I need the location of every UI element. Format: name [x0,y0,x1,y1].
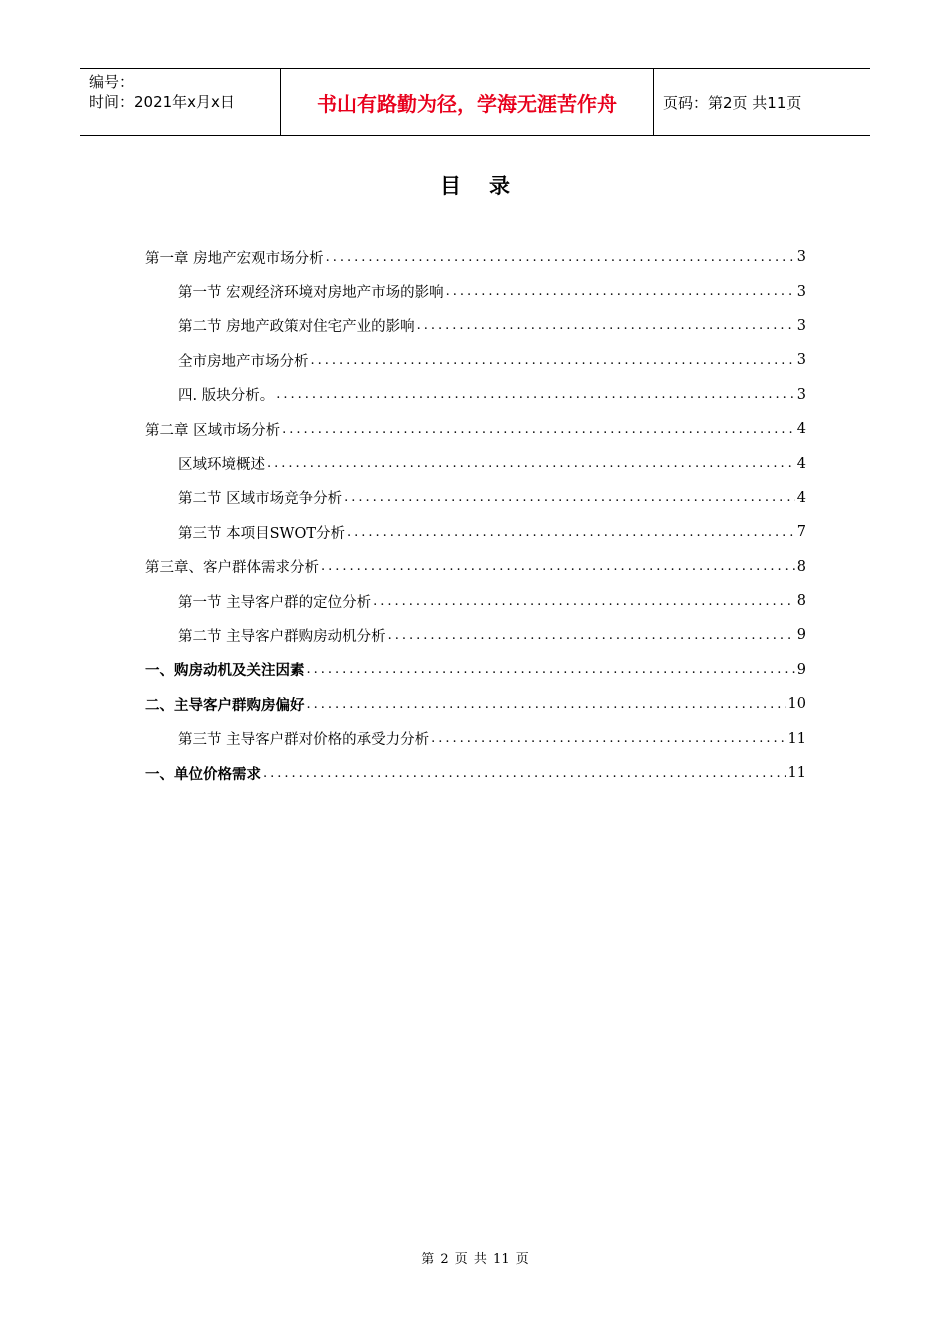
toc-entry-text: 第二节 主导客户群购房动机分析 [178,628,386,645]
toc-entry-page: 3 [796,386,806,403]
toc-entry-page: 4 [796,421,806,438]
toc-entry-text: 四. 版块分析。 [178,388,275,405]
toc-entry-page: 3 [796,352,806,369]
toc-leader-dots [326,251,795,264]
toc-entry-page: 11 [787,765,806,782]
toc-entry-text: 第三章、客户群体需求分析 [145,560,319,577]
page-footer: 第 2 页 共 11 页 [421,1252,529,1267]
toc-entry-page: 8 [796,593,806,610]
toc-leader-dots [282,423,795,436]
toc-title: 目录 [440,174,538,198]
toc-entry-page: 11 [787,730,806,747]
toc-entry[interactable] [145,584,806,618]
toc-leader-dots [263,767,786,780]
toc-entry-text: 区域环境概述 [178,457,265,474]
toc-leader-dots [373,595,795,608]
toc-entry-text: 一、购房动机及关注因素 [145,663,305,680]
toc-leader-dots [267,457,795,470]
toc-entry[interactable] [145,412,806,446]
toc-leader-dots [446,285,795,298]
toc-leader-dots [276,388,795,401]
toc-entry[interactable] [145,481,806,515]
toc-entry[interactable] [145,550,806,584]
toc-entry[interactable] [145,274,806,308]
toc-entry-page: 4 [796,455,806,472]
toc-leader-dots [347,526,795,539]
toc-leader-dots [431,732,785,745]
header-page-label: 页码：第2页 共11页 [663,93,802,112]
toc-entry[interactable] [145,343,806,377]
toc-entry[interactable] [145,653,806,687]
toc-entry-page: 4 [796,489,806,506]
toc-entry-text: 第一章 房地产宏观市场分析 [145,250,324,267]
toc-entry-text: 第三节 主导客户群对价格的承受力分析 [178,732,430,749]
toc-entry[interactable] [145,240,806,274]
toc-entry-text: 第二节 房地产政策对住宅产业的影响 [178,319,415,336]
toc-leader-dots [344,491,795,504]
toc-entry[interactable] [145,687,806,721]
toc-entry-text: 第三节 本项目SWOT分析 [178,525,346,542]
header-time-label: 时间：2021年x月x日 [89,93,235,111]
toc-entry-page: 10 [787,696,806,713]
toc-leader-dots [311,354,795,367]
toc-entry-page: 3 [796,317,806,334]
toc-entry-text: 全市房地产市场分析 [178,353,309,370]
toc-entry-page: 3 [796,249,806,266]
toc-entry[interactable] [145,309,806,343]
toc-entry-page: 7 [796,524,806,541]
toc-entry-text: 二、主导客户群购房偏好 [145,697,305,714]
toc-leader-dots [321,560,795,573]
toc-leader-dots [388,629,795,642]
header-meta [80,69,281,135]
toc-entry[interactable] [145,378,806,412]
header-motto: 书山有路勤为径，学海无涯苦作舟 [281,69,654,135]
toc-entry-text: 第一节 宏观经济环境对房地产市场的影响 [178,285,444,302]
toc-leader-dots [307,663,795,676]
header-number-label: 编号： [89,73,135,91]
page-header [80,68,870,136]
toc-entry[interactable] [145,618,806,652]
toc-entry-page: 9 [796,627,806,644]
toc-entry-page: 3 [796,283,806,300]
toc-entry-text: 第二章 区域市场分析 [145,422,281,439]
toc-entry-text: 第二节 区域市场竞争分析 [178,491,343,508]
toc-entry-page: 8 [796,558,806,575]
toc-entry[interactable] [145,756,806,790]
table-of-contents [145,240,806,790]
toc-entry-text: 第一节 主导客户群的定位分析 [178,594,372,611]
toc-entry-text: 一、单位价格需求 [145,766,261,783]
toc-leader-dots [307,698,786,711]
toc-leader-dots [417,319,795,332]
toc-entry[interactable] [145,721,806,755]
toc-entry[interactable] [145,446,806,480]
toc-entry-page: 9 [796,661,806,678]
toc-entry[interactable] [145,515,806,549]
